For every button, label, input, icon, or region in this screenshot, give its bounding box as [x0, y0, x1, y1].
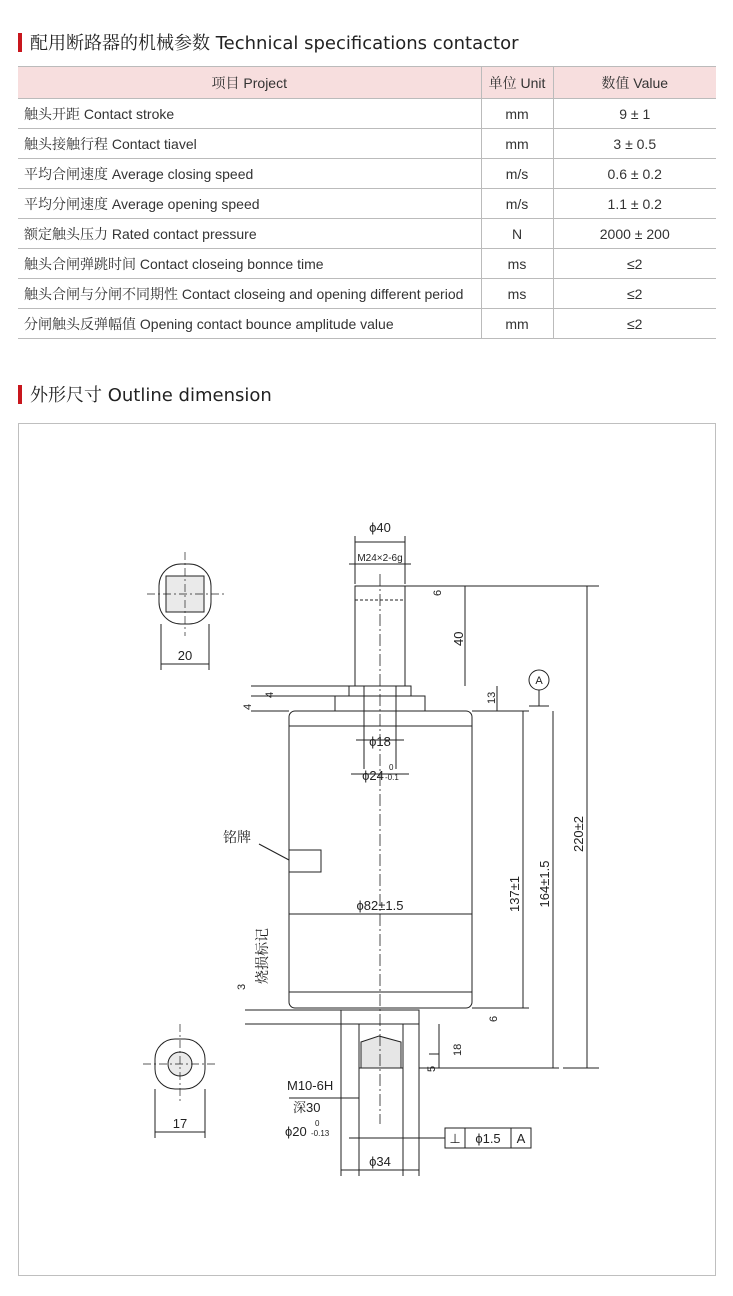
- outline-section-title: [18, 381, 272, 407]
- dim-24-up: 0: [389, 763, 394, 772]
- dim-20-low: -0.13: [311, 1129, 330, 1138]
- dim-34: ϕ34: [369, 1154, 391, 1169]
- title-accent-bar: [18, 33, 22, 52]
- header-unit: 单位 Unit: [481, 67, 553, 99]
- cell-unit: ms: [481, 249, 553, 279]
- cell-unit: mm: [481, 129, 553, 159]
- dim-40-top: ϕ40: [369, 520, 391, 535]
- table-row: [18, 189, 716, 219]
- table-row: [18, 129, 716, 159]
- dim-220: 220±2: [571, 815, 586, 853]
- main-body: [289, 711, 472, 1008]
- nameplate-leader: [259, 844, 289, 860]
- cell-unit: ms: [481, 279, 553, 309]
- stud-hatch: [361, 1036, 401, 1068]
- label-wear: 烧损标记: [254, 928, 270, 984]
- cell-project: 触头合闸弹跳时间 Contact closeing bonnce time: [18, 249, 481, 279]
- header-value: 数值 Value: [553, 67, 716, 99]
- dim-4a: 4: [264, 691, 276, 698]
- cell-unit: mm: [481, 99, 553, 129]
- outline-drawing-svg: [19, 424, 715, 1275]
- dim-5: 5: [426, 1065, 438, 1072]
- label-nameplate: 铭牌: [223, 829, 251, 845]
- cell-unit: N: [481, 219, 553, 249]
- table-row: [18, 249, 716, 279]
- dim-24: ϕ24: [362, 768, 384, 783]
- cell-project: 平均分闸速度 Average opening speed: [18, 189, 481, 219]
- dim-3: 3: [236, 983, 248, 990]
- cell-unit: m/s: [481, 189, 553, 219]
- dim-4b: 4: [242, 703, 254, 710]
- cell-value: 0.6 ± 0.2: [553, 159, 716, 189]
- dim-82: ϕ82±1.5: [356, 898, 404, 913]
- cell-unit: mm: [481, 309, 553, 339]
- thread-bottom: M10-6H: [287, 1078, 334, 1093]
- header-project: 项目 Project: [18, 67, 481, 99]
- cell-project: 触头接触行程 Contact tiavel: [18, 129, 481, 159]
- cell-project: 额定触头压力 Rated contact pressure: [18, 219, 481, 249]
- cell-value: ≤2: [553, 279, 716, 309]
- cell-project: 触头开距 Contact stroke: [18, 99, 481, 129]
- dim-20: ϕ20: [285, 1124, 307, 1139]
- table-row: [18, 99, 716, 129]
- dim-6: 6: [432, 589, 444, 596]
- dim-20-up: 0: [315, 1119, 320, 1128]
- datum-label: A: [535, 675, 543, 687]
- table-row: [18, 309, 716, 339]
- cell-value: 9 ± 1: [553, 99, 716, 129]
- cell-value: 3 ± 0.5: [553, 129, 716, 159]
- dim-13: 13: [486, 691, 498, 704]
- cell-project: 平均合闸速度 Average closing speed: [18, 159, 481, 189]
- spec-section-title-text: 配用断路器的机械参数 Technical specifications contactor: [30, 33, 519, 54]
- spec-section-title: [18, 29, 519, 55]
- table-header-row: [18, 67, 716, 99]
- tol-datum: A: [516, 1131, 526, 1146]
- table-row: [18, 219, 716, 249]
- dim-20-section: 20: [177, 648, 193, 663]
- nameplate: [289, 850, 321, 872]
- cell-value: 1.1 ± 0.2: [553, 189, 716, 219]
- tol-value: ϕ1.5: [475, 1131, 501, 1146]
- dim-18b: 18: [452, 1043, 464, 1056]
- cell-value: ≤2: [553, 249, 716, 279]
- outline-section-title-text: 外形尺寸 Outline dimension: [30, 385, 272, 406]
- dim-6b: 6: [488, 1015, 500, 1022]
- spec-table: [18, 66, 716, 339]
- dim-137: 137±1: [507, 875, 522, 913]
- dim-40-v: 40: [451, 631, 466, 646]
- dim-164: 164±1.5: [537, 860, 552, 908]
- title-accent-bar: [18, 385, 22, 404]
- outline-drawing: [18, 423, 716, 1276]
- cell-value: 2000 ± 200: [553, 219, 716, 249]
- cell-project: 分闸触头反弹幅值 Opening contact bounce amplitude value: [18, 309, 481, 339]
- thread-top: M24×2-6g: [357, 553, 403, 564]
- dim-18: ϕ18: [369, 734, 391, 749]
- cell-unit: m/s: [481, 159, 553, 189]
- cell-project: 触头合闸与分闸不同期性 Contact closeing and opening different period: [18, 279, 481, 309]
- dim-17-section: 17: [172, 1116, 188, 1131]
- table-row: [18, 159, 716, 189]
- dim-24-low: -0.1: [385, 773, 399, 782]
- tol-symbol: ⊥: [449, 1131, 461, 1146]
- cell-value: ≤2: [553, 309, 716, 339]
- table-row: [18, 279, 716, 309]
- depth-label: 深30: [293, 1100, 321, 1115]
